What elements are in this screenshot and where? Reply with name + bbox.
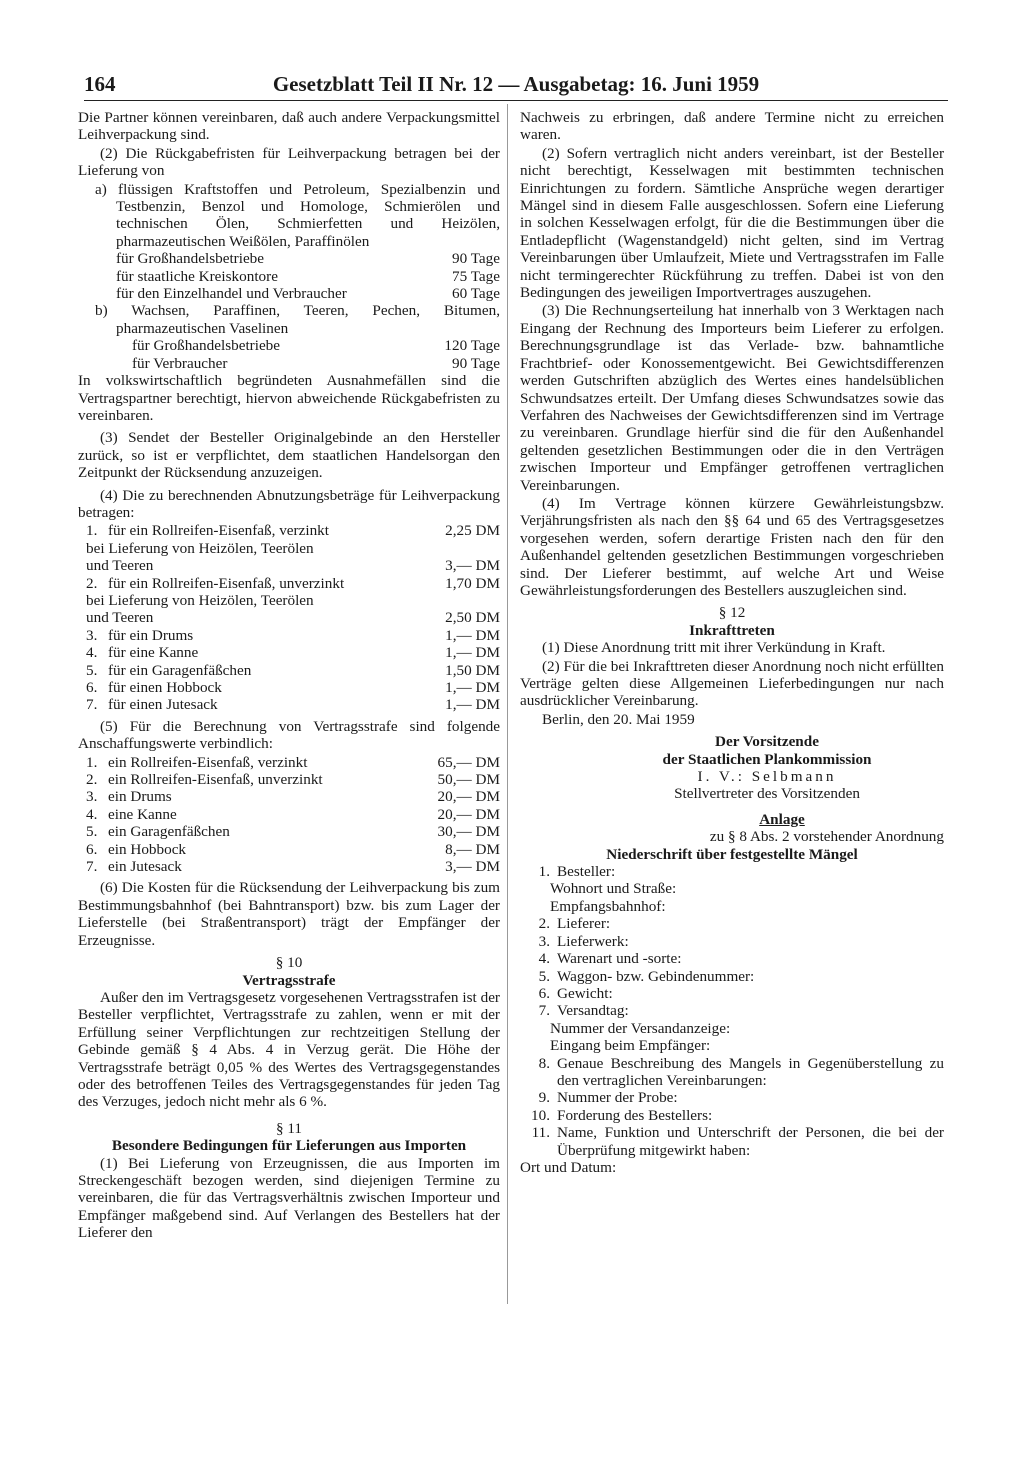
section-11-paragraph-2: (2) Sofern vertraglich nicht anders vereinbart, ist der Besteller nicht berechtigt, Kesselwagen mit bestimmten technischen Einrichtungen zu fordern. Sämtliche Ansprüche wegen derartiger Mängel sind in diesem Falle ausgeschlossen. Sofern eine Lieferung in solchen Kesselwagen erfolgt, für die die Bestimmungen über die Entladepflicht (Wagenstandgeld) nicht gelten, sind im Vertrag Vereinbarungen über Umlaufzeit, Miete und Vertragsstrafen im Falle nicht termingerechter Rückführung zu treffen. Dabei ist von den Bedingungen des jeweiligen Importvertrages auszugehen.: [520, 144, 944, 302]
signature-role: Stellvertreter des Vorsitzenden: [674, 785, 860, 803]
paragraph-6: (6) Die Kosten für die Rücksendung der Leihverpackung bis zum Bestimmungsbahnhof (bei Bahntransport) bzw. bis zum Lager der Lieferstelle (bei Straßentransport) trägt der Empfänger der Erzeugnisse.: [78, 879, 500, 949]
anlage-reference: zu § 8 Abs. 2 vorstehender Anordnung: [709, 828, 944, 846]
page-header: [84, 72, 948, 101]
table-row: für staatliche Kreiskontore 75 Tage: [116, 267, 500, 285]
item-b-text: b) Wachsen, Paraffinen, Teeren, Pechen, Bitumen, pharmazeutischen Vaselinen: [95, 302, 500, 337]
list-item: 4. Warenart und -sorte:: [538, 950, 682, 968]
page-number: 164: [84, 72, 116, 96]
section-11-paragraph-3: (3) Die Rechnungserteilung hat innerhalb von 3 Werktagen nach Eingang der Rechnung des Importeurs beim Lieferer zu erfolgen. Berechnungsgrundlage ist das Verlade- bzw. bahnamtliche Frachtbrief- oder Konossementgewicht. Bei Gewichtsdifferenzen werden Gutschriften abzüglich des Wertes eines handelsüblichen Schwundsatzes erteilt. Der Umfang dieses Schwundsatzes sowie das Verfahren des Nachweises der Gewichtsdifferenzen sind im Vertrage zu vereinbaren. Grundlage hierfür sind die für den Außenhandel geltenden gesetzlichen Bestimmungen oder die in den Verträgen zwischen Importeur und Empfänger getroffenen vertraglichen Vereinbarungen.: [520, 302, 944, 494]
list-item: 11. Name, Funktion und Unterschrift der Personen, die bei der Überprüfung mitgewirkt haben:: [531, 1124, 944, 1159]
signature-name: I. V.: Selbmann: [697, 768, 837, 786]
list-item: Nummer der Versandanzeige:: [550, 1019, 731, 1037]
date-line: Berlin, den 20. Mai 1959: [542, 710, 695, 728]
list-item: 7. Versandtag:: [538, 1002, 629, 1020]
table-row: für Großhandelsbetriebe 120 Tage: [132, 337, 500, 355]
list-item: 6. für einen Hobbock 1,— DM: [86, 679, 500, 696]
list-item: 9. Nummer der Probe:: [538, 1089, 678, 1107]
left-column: [78, 109, 500, 1243]
paragraph-5: (5) Für die Berechnung von Vertragsstrafe sind folgende Anschaffungswerte verbindlich:: [78, 717, 500, 753]
item-b-rows: [78, 337, 500, 372]
paragraph-2: (2) Die Rückgabefristen für Leihverpackung betragen bei der Lieferung von: [78, 144, 500, 180]
section-12-paragraph-2: (2) Für die bei Inkrafttreten dieser Anordnung noch nicht erfüllten Verträge gelten diese Allgemeinen Lieferbedingungen nur nach ausdrücklicher Vereinbarung.: [520, 657, 944, 710]
list-item: und Teeren 3,— DM: [86, 557, 500, 575]
list-item: 3. für ein Drums 1,— DM: [86, 626, 500, 644]
paragraph-4: (4) Die zu berechnenden Abnutzungsbeträge für Leihverpackung betragen:: [78, 486, 500, 521]
continued-paragraph: Nachweis zu erbringen, daß andere Termine nicht zu erreichen waren.: [520, 109, 944, 144]
list-item: und Teeren 2,50 DM: [86, 609, 500, 627]
form-list: [520, 863, 944, 1159]
column-divider: [507, 104, 508, 1304]
list-item: 4. für eine Kanne 1,— DM: [86, 644, 500, 662]
form-title: Niederschrift über festgestellte Mängel: [606, 845, 858, 863]
section-10-number: § 10: [275, 954, 303, 972]
list-item: 2. Lieferer:: [538, 915, 611, 933]
list-item: 3. Lieferwerk:: [538, 932, 629, 950]
list-item: 2. ein Rollreifen-Eisenfaß, unverzinkt 50,— DM: [86, 771, 500, 789]
section-11-title: Besondere Bedingungen für Lieferungen aus Importen: [111, 1137, 467, 1155]
list-item: 4. eine Kanne 20,— DM: [86, 805, 500, 823]
table-row: für Verbraucher 90 Tage: [132, 354, 500, 372]
section-10-text: Außer den im Vertragsgesetz vorgesehenen Vertragsstrafen ist der Besteller verpflichtet, Vertragsstrafe zu zahlen, wenn er mit der Erfüllung seiner Verpflichtungen zur rechtzeitigen Stellung der Gebinde gemäß § 4 Abs. 4 in Verzug gerät. Die Höhe der Vertragsstrafe beträgt 0,05 % des Wertes des Vertragsgegenstandes oder des betroffenen Teiles des Vertragsgegenstandes für jeden Tag des Verzuges, jedoch nicht mehr als 6 %.: [78, 988, 500, 1111]
section-10-title: Vertragsstrafe: [242, 971, 336, 989]
list-item: 10. Forderung des Bestellers:: [531, 1106, 713, 1124]
list-item: 6. Gewicht:: [538, 984, 613, 1002]
item-a-text: a) flüssigen Kraftstoffen und Petroleum, Spezialbenzin und Testbenzin, Benzol und Homologe, Schmierölen und technischen Ölen, Schmierfetten und Heizölen, pharmazeutischen Weißölen, Paraffinölen: [95, 180, 500, 250]
right-column: [520, 109, 944, 1176]
list-item: bei Lieferung von Heizölen, Teerölen: [86, 539, 314, 557]
item-a-rows: [78, 250, 500, 302]
list-item: 7. ein Jutesack 3,— DM: [86, 858, 500, 876]
section-12-number: § 12: [718, 604, 746, 622]
intro-paragraph: Die Partner können vereinbaren, daß auch andere Verpackungsmittel Leihverpackung sind.: [78, 109, 500, 144]
list-item: 3. ein Drums 20,— DM: [86, 788, 500, 806]
list-item: 6. ein Hobbock 8,— DM: [86, 840, 500, 858]
table-row: für den Einzelhandel und Verbraucher 60 Tage: [116, 285, 500, 303]
list-item: Wohnort und Straße:: [550, 880, 677, 898]
list-item: 2. für ein Rollreifen-Eisenfaß, unverzinkt 1,70 DM: [86, 574, 500, 592]
list-item: 8. Genaue Beschreibung des Mangels in Gegenüberstellung zu den vertraglichen Vereinbarungen:: [538, 1054, 944, 1089]
section-11-number: § 11: [275, 1119, 302, 1137]
list-item: 1. Besteller:: [538, 863, 616, 881]
list-item: 5. Waggon- bzw. Gebindenummer:: [538, 967, 755, 985]
signature-title-2: der Staatlichen Plankommission: [662, 750, 872, 768]
list-item: Eingang beim Empfänger:: [550, 1037, 711, 1055]
anlage-heading: Anlage: [759, 810, 805, 828]
list-item: 7. für einen Jutesack 1,— DM: [86, 696, 500, 714]
list-item: bei Lieferung von Heizölen, Teerölen: [86, 591, 314, 609]
section-12-title: Inkrafttreten: [689, 621, 775, 639]
section-11-paragraph-1: (1) Bei Lieferung von Erzeugnissen, die aus Importen im Streckengeschäft bezogen werden, sind diejenigen Termine zu vereinbaren, die für das Vertragsverhältnis zwischen Importeur und Empfänger maßgebend sind. Auf Verlangen des Bestellers hat der Lieferer den: [78, 1154, 500, 1242]
signature-block: [520, 733, 944, 803]
abnutzung-list: [78, 522, 500, 713]
section-12-paragraph-1: (1) Diese Anordnung tritt mit ihrer Verkündung in Kraft.: [542, 639, 886, 657]
anschaffungswerte-list: [78, 754, 500, 876]
list-item: 5. für ein Garagenfäßchen 1,50 DM: [86, 661, 500, 679]
list-item: 1. ein Rollreifen-Eisenfaß, verzinkt 65,— DM: [86, 753, 500, 771]
paragraph-2-end: In volkswirtschaftlich begründeten Ausnahmefällen sind die Vertragspartner berechtigt, hiervon abweichende Rückgabefristen zu vereinbaren.: [78, 372, 500, 424]
paragraph-3: (3) Sendet der Besteller Originalgebinde an den Hersteller zurück, so ist er verpflichtet, dem staatlichen Handelsorgan den Zeitpunkt der Rücksendung anzuzeigen.: [78, 429, 500, 482]
gazette-title: Gesetzblatt Teil II Nr. 12 — Ausgabetag: 16. Juni 1959: [272, 72, 760, 96]
place-and-date: Ort und Datum:: [520, 1158, 617, 1176]
list-item: 5. ein Garagenfäßchen 30,— DM: [86, 823, 500, 841]
section-11-paragraph-4: (4) Im Vertrage können kürzere Gewährleistungsbzw. Verjährungsfristen als nach den §§ 64 und 65 des Vertragsgesetzes vorgesehen werden, sofern derartige Fristen nach den für den Außenhandel geltenden gesetzlichen Bestimmungen vorgeschrieben sind. Der Lieferer bestimmt, auf welche Art und Weise Gewährleistungsforderungen des Bestellers auszugleichen sind.: [520, 494, 944, 599]
list-item: 1. für ein Rollreifen-Eisenfaß, verzinkt 2,25 DM: [86, 522, 500, 540]
signature-title-1: Der Vorsitzende: [715, 733, 819, 751]
table-row: für Großhandelsbetriebe 90 Tage: [116, 250, 500, 268]
list-item: Empfangsbahnhof:: [550, 897, 666, 915]
